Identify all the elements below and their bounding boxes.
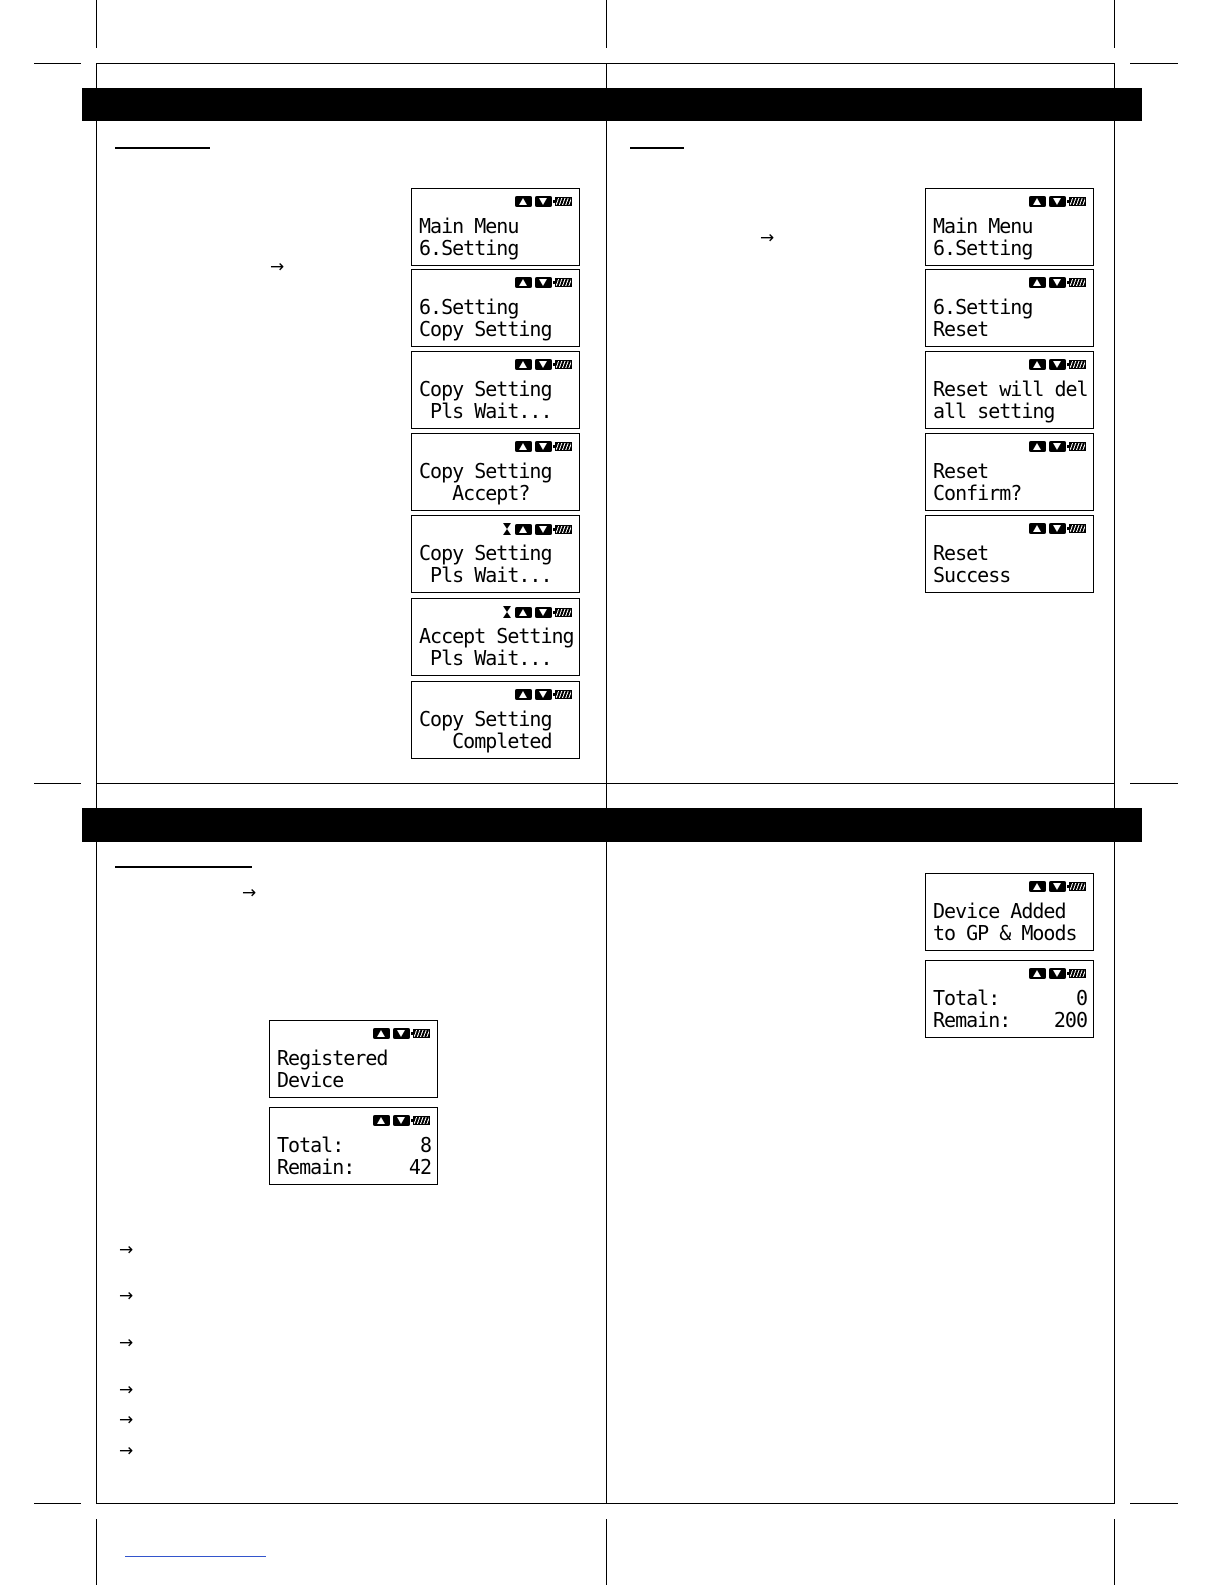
lcd-line-1: 6.Setting bbox=[419, 295, 519, 319]
down-arrow-icon bbox=[535, 441, 552, 452]
down-arrow-icon bbox=[1049, 881, 1066, 892]
up-arrow-icon bbox=[373, 1028, 390, 1039]
lcd-line-2: Confirm? bbox=[933, 481, 1022, 505]
battery-icon bbox=[555, 690, 572, 699]
battery-icon bbox=[413, 1029, 430, 1038]
right-arrow-icon: → bbox=[119, 1286, 134, 1306]
lcd-screen bbox=[411, 681, 580, 759]
battery-icon bbox=[555, 197, 572, 206]
frame-line bbox=[606, 63, 607, 1504]
down-arrow-icon bbox=[535, 196, 552, 207]
up-arrow-icon bbox=[515, 524, 532, 535]
lcd-screen bbox=[411, 351, 580, 429]
section-header-bar bbox=[82, 808, 1142, 842]
lcd-line-1: Registered bbox=[277, 1046, 388, 1070]
lcd-line-2: all setting bbox=[933, 399, 1055, 423]
lcd-line-1: Main Menu bbox=[419, 214, 519, 238]
battery-icon bbox=[1069, 197, 1086, 206]
lcd-line-2: Pls Wait... bbox=[419, 646, 552, 670]
battery-icon bbox=[1069, 969, 1086, 978]
right-arrow-icon: → bbox=[760, 228, 775, 248]
remain-value: 200 bbox=[1053, 1008, 1087, 1032]
lcd-line-2: Success bbox=[933, 563, 1011, 587]
lcd-screen bbox=[411, 188, 580, 266]
total-label: Total: bbox=[933, 986, 1000, 1010]
down-arrow-icon bbox=[1049, 968, 1066, 979]
hourglass-icon bbox=[503, 523, 512, 535]
lcd-screen bbox=[925, 873, 1094, 951]
crop-mark bbox=[1130, 63, 1178, 64]
remain-value: 42 bbox=[408, 1155, 431, 1179]
lcd-line-1: Copy Setting bbox=[419, 707, 552, 731]
total-label: Total: bbox=[277, 1133, 344, 1157]
crop-mark bbox=[606, 1519, 607, 1585]
crop-mark bbox=[606, 0, 607, 48]
crop-mark bbox=[34, 63, 81, 64]
right-arrow-icon: → bbox=[119, 1333, 134, 1353]
lcd-line-2: 6.Setting bbox=[419, 236, 519, 260]
battery-icon bbox=[555, 608, 572, 617]
crop-mark bbox=[1130, 1503, 1178, 1504]
down-arrow-icon bbox=[393, 1115, 410, 1126]
section-header-bar bbox=[82, 88, 1142, 121]
up-arrow-icon bbox=[1029, 359, 1046, 370]
up-arrow-icon bbox=[515, 441, 532, 452]
lcd-remain-row bbox=[933, 1009, 1087, 1031]
down-arrow-icon bbox=[535, 277, 552, 288]
lcd-screen bbox=[925, 960, 1094, 1038]
up-arrow-icon bbox=[1029, 523, 1046, 534]
lcd-line-1: Copy Setting bbox=[419, 541, 552, 565]
lcd-line-2: Pls Wait... bbox=[419, 399, 552, 423]
hourglass-icon bbox=[503, 606, 512, 618]
lcd-screen bbox=[925, 433, 1094, 511]
right-arrow-icon: → bbox=[119, 1380, 134, 1400]
lcd-screen bbox=[925, 188, 1094, 266]
crop-mark bbox=[96, 1519, 97, 1585]
battery-icon bbox=[1069, 360, 1086, 369]
battery-icon bbox=[555, 360, 572, 369]
down-arrow-icon bbox=[1049, 277, 1066, 288]
down-arrow-icon bbox=[1049, 523, 1066, 534]
down-arrow-icon bbox=[1049, 196, 1066, 207]
total-value: 0 bbox=[1075, 986, 1087, 1010]
up-arrow-icon bbox=[373, 1115, 390, 1126]
lcd-screen bbox=[411, 515, 580, 593]
lcd-line-1: 6.Setting bbox=[933, 295, 1033, 319]
remain-label: Remain: bbox=[933, 1008, 1011, 1032]
lcd-screen bbox=[269, 1020, 438, 1098]
up-arrow-icon bbox=[1029, 277, 1046, 288]
lcd-total-row bbox=[933, 987, 1087, 1009]
battery-icon bbox=[555, 278, 572, 287]
crop-mark bbox=[34, 783, 81, 784]
up-arrow-icon bbox=[515, 689, 532, 700]
battery-icon bbox=[1069, 524, 1086, 533]
lcd-screen bbox=[269, 1107, 438, 1185]
crop-mark bbox=[1114, 1519, 1115, 1585]
total-value: 8 bbox=[419, 1133, 431, 1157]
lcd-line-2: to GP & Moods bbox=[933, 921, 1077, 945]
crop-mark bbox=[1130, 783, 1178, 784]
battery-icon bbox=[555, 442, 572, 451]
up-arrow-icon bbox=[515, 359, 532, 370]
lcd-line-1: Reset will del bbox=[933, 377, 1088, 401]
lcd-remain-row bbox=[277, 1156, 431, 1178]
up-arrow-icon bbox=[515, 277, 532, 288]
battery-icon bbox=[1069, 882, 1086, 891]
lcd-line-1: Device Added bbox=[933, 899, 1066, 923]
battery-icon bbox=[1069, 278, 1086, 287]
down-arrow-icon bbox=[1049, 359, 1066, 370]
lcd-line-1: Copy Setting bbox=[419, 459, 552, 483]
up-arrow-icon bbox=[515, 196, 532, 207]
heading-underline bbox=[115, 866, 252, 868]
heading-underline bbox=[630, 147, 684, 149]
lcd-line-1: Main Menu bbox=[933, 214, 1033, 238]
heading-underline bbox=[115, 147, 210, 149]
frame-line bbox=[1114, 63, 1115, 1504]
lcd-line-2: Pls Wait... bbox=[419, 563, 552, 587]
lcd-screen bbox=[411, 598, 580, 676]
up-arrow-icon bbox=[515, 607, 532, 618]
lcd-line-2: 6.Setting bbox=[933, 236, 1033, 260]
crop-mark bbox=[34, 1503, 81, 1504]
lcd-line-1: Accept Setting bbox=[419, 624, 574, 648]
right-arrow-icon: → bbox=[270, 257, 285, 277]
remain-label: Remain: bbox=[277, 1155, 355, 1179]
down-arrow-icon bbox=[1049, 441, 1066, 452]
lcd-screen bbox=[925, 269, 1094, 347]
lcd-line-2: Copy Setting bbox=[419, 317, 552, 341]
up-arrow-icon bbox=[1029, 881, 1046, 892]
lcd-line-1: Reset bbox=[933, 541, 989, 565]
down-arrow-icon bbox=[535, 607, 552, 618]
up-arrow-icon bbox=[1029, 441, 1046, 452]
lcd-total-row bbox=[277, 1134, 431, 1156]
up-arrow-icon bbox=[1029, 196, 1046, 207]
battery-icon bbox=[1069, 442, 1086, 451]
lcd-screen bbox=[411, 269, 580, 347]
frame-line bbox=[96, 63, 97, 1504]
battery-icon bbox=[413, 1116, 430, 1125]
lcd-screen bbox=[925, 351, 1094, 429]
up-arrow-icon bbox=[1029, 968, 1046, 979]
right-arrow-icon: → bbox=[242, 883, 257, 903]
lcd-line-2: Completed bbox=[419, 729, 552, 753]
lcd-screen bbox=[411, 433, 580, 511]
right-arrow-icon: → bbox=[119, 1240, 134, 1260]
link-underline bbox=[125, 1556, 266, 1557]
lcd-line-2: Accept? bbox=[419, 481, 530, 505]
lcd-line-2: Device bbox=[277, 1068, 344, 1092]
lcd-line-1: Reset bbox=[933, 459, 989, 483]
lcd-line-2: Reset bbox=[933, 317, 989, 341]
right-arrow-icon: → bbox=[119, 1410, 134, 1430]
lcd-screen bbox=[925, 515, 1094, 593]
down-arrow-icon bbox=[393, 1028, 410, 1039]
right-arrow-icon: → bbox=[119, 1441, 134, 1461]
crop-mark bbox=[96, 0, 97, 48]
crop-mark bbox=[1114, 0, 1115, 48]
down-arrow-icon bbox=[535, 689, 552, 700]
down-arrow-icon bbox=[535, 524, 552, 535]
battery-icon bbox=[555, 525, 572, 534]
lcd-line-1: Copy Setting bbox=[419, 377, 552, 401]
down-arrow-icon bbox=[535, 359, 552, 370]
